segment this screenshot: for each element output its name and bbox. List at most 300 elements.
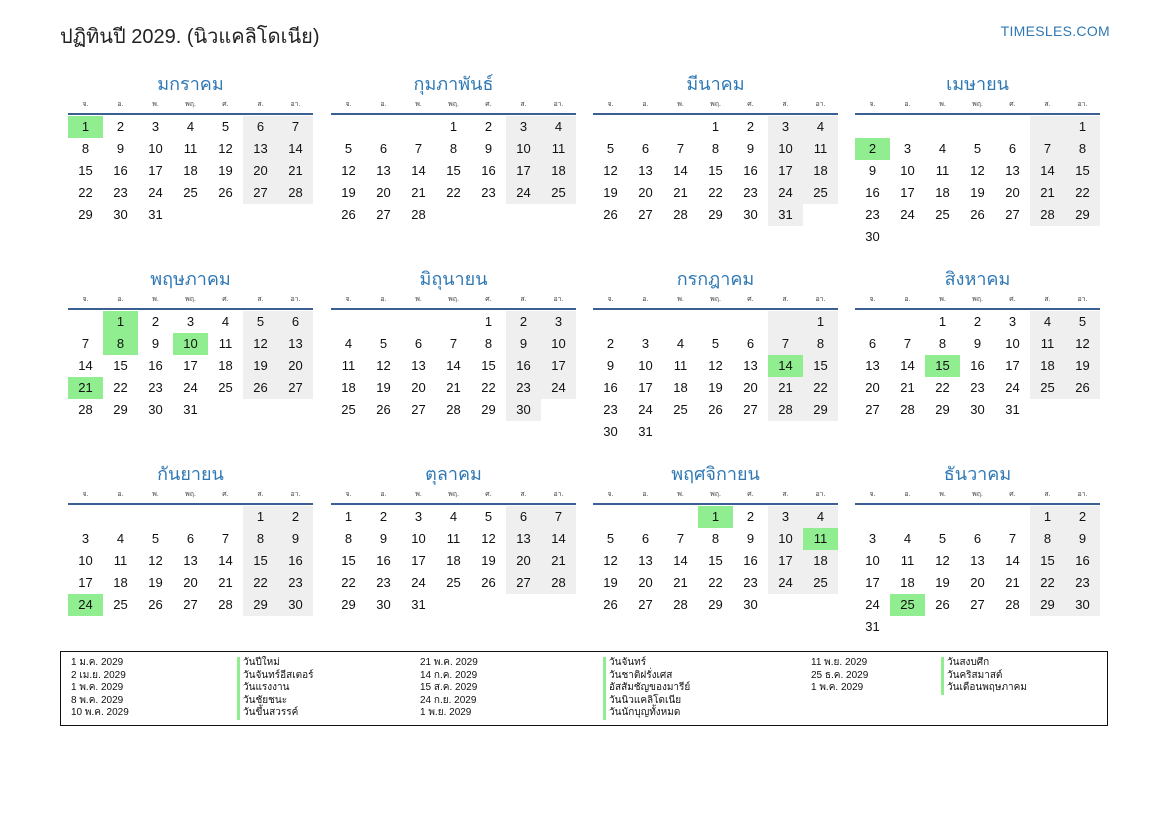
day-cell: 21 — [1005, 575, 1020, 590]
weekday-label: พฤ. — [710, 491, 721, 498]
holiday-names-col-3 — [941, 657, 1027, 695]
day-cell: 10 — [1005, 336, 1020, 351]
day-cell: 16 — [743, 163, 758, 178]
day-cell: 21 — [673, 575, 688, 590]
day-cell: 16 — [1065, 550, 1100, 572]
day-cell-empty — [733, 311, 768, 333]
month-name: พฤศจิกายน — [671, 464, 760, 484]
holiday-date: 8 พ.ค. 2029 — [71, 694, 124, 706]
day-cell: 9 — [746, 141, 755, 156]
day-cell: 7 — [221, 531, 230, 546]
day-cell: 25 — [541, 182, 576, 204]
day-cell: 5 — [151, 531, 160, 546]
day-cell: 31 — [411, 597, 426, 612]
day-cell: 28 — [78, 402, 93, 417]
day-cell: 23 — [148, 380, 163, 395]
day-cell: 14 — [673, 163, 688, 178]
day-cell: 7 — [541, 506, 576, 528]
day-cell: 6 — [506, 506, 541, 528]
day-cell-holiday: 10 — [173, 333, 208, 355]
day-cell: 16 — [506, 355, 541, 377]
weekday-label: พ. — [939, 296, 946, 303]
holiday-date: 11 พ.ย. 2029 — [811, 657, 868, 668]
day-cell: 17 — [541, 355, 576, 377]
day-cell: 19 — [218, 163, 233, 178]
day-cell: 6 — [414, 336, 423, 351]
day-cell: 25 — [1030, 377, 1065, 399]
day-cell: 7 — [676, 141, 685, 156]
day-cell: 7 — [278, 116, 313, 138]
day-cell: 29 — [78, 207, 93, 222]
day-cell: 22 — [1065, 182, 1100, 204]
day-cell: 20 — [638, 185, 653, 200]
day-cell: 26 — [603, 207, 618, 222]
day-cell: 12 — [603, 163, 618, 178]
day-cell: 24 — [1005, 380, 1020, 395]
day-cell: 22 — [243, 572, 278, 594]
day-cell-empty — [890, 506, 925, 528]
day-cell: 9 — [1065, 528, 1100, 550]
day-cell: 10 — [506, 138, 541, 160]
day-cell-holiday: 14 — [768, 355, 803, 377]
weekday-label: อ. — [904, 491, 911, 498]
day-cell: 21 — [541, 550, 576, 572]
day-cell: 20 — [970, 575, 985, 590]
day-cell: 14 — [1005, 553, 1020, 568]
month-name: ตุลาคม — [425, 464, 482, 484]
day-cell: 28 — [218, 597, 233, 612]
day-cell-holiday: 15 — [925, 355, 960, 377]
day-cell: 12 — [341, 163, 356, 178]
day-cell: 11 — [541, 138, 576, 160]
holiday-name: วันนิวแคลิโดเนีย — [603, 695, 690, 708]
day-cell: 4 — [449, 509, 458, 524]
day-cell-empty — [995, 506, 1030, 528]
weekday-label: ส. — [782, 296, 789, 303]
day-cell-empty — [855, 116, 890, 138]
day-cell: 29 — [708, 597, 723, 612]
day-cell: 22 — [481, 380, 496, 395]
day-cell: 6 — [746, 336, 755, 351]
holiday-name: วันสงบศึก — [941, 657, 1027, 670]
day-cell: 7 — [414, 141, 423, 156]
weekday-label: พฤ. — [972, 101, 983, 108]
day-cell: 1 — [803, 311, 838, 333]
day-cell: 27 — [1005, 207, 1020, 222]
day-cell: 9 — [606, 358, 615, 373]
weekday-label: พ. — [939, 101, 946, 108]
day-grid — [855, 311, 1100, 421]
month-block — [855, 462, 1100, 638]
day-cell: 20 — [638, 575, 653, 590]
month-block — [331, 72, 576, 226]
weekday-label: ศ. — [222, 101, 229, 108]
day-cell: 23 — [1065, 572, 1100, 594]
day-cell: 22 — [1030, 572, 1065, 594]
day-cell: 1 — [449, 119, 458, 134]
day-cell: 15 — [341, 553, 356, 568]
day-cell: 3 — [151, 119, 160, 134]
day-cell: 3 — [641, 336, 650, 351]
day-cell: 30 — [970, 402, 985, 417]
day-cell: 22 — [78, 185, 93, 200]
weekday-label: จ. — [869, 491, 876, 498]
day-grid — [68, 506, 313, 616]
day-cell-empty — [103, 506, 138, 528]
holiday-name: วันนักบุญทั้งหมด — [603, 707, 690, 720]
day-cell: 31 — [148, 207, 163, 222]
day-cell: 3 — [868, 531, 877, 546]
weekday-label: ศ. — [485, 101, 492, 108]
day-cell-holiday: 2 — [855, 138, 890, 160]
weekday-label: อา. — [553, 491, 564, 498]
holiday-dates-col-3 — [811, 657, 868, 695]
day-cell: 18 — [900, 575, 915, 590]
day-cell: 29 — [1065, 204, 1100, 226]
day-cell: 28 — [1005, 597, 1020, 612]
month-block — [593, 267, 838, 443]
day-cell: 17 — [638, 380, 653, 395]
day-cell: 3 — [81, 531, 90, 546]
weekday-header — [331, 293, 576, 306]
day-cell: 14 — [278, 138, 313, 160]
day-cell-empty — [401, 116, 436, 138]
day-cell-empty — [173, 506, 208, 528]
day-cell: 2 — [746, 509, 755, 524]
day-cell: 26 — [341, 207, 356, 222]
day-cell: 3 — [186, 314, 195, 329]
day-cell: 27 — [183, 597, 198, 612]
day-cell: 16 — [376, 553, 391, 568]
weekday-label: จ. — [82, 491, 89, 498]
day-cell-empty — [890, 116, 925, 138]
day-cell: 17 — [78, 575, 93, 590]
day-cell: 7 — [449, 336, 458, 351]
weekday-label: ศ. — [1009, 101, 1016, 108]
day-cell: 29 — [935, 402, 950, 417]
holiday-date: 2 เม.ย. 2029 — [71, 669, 126, 681]
day-cell: 23 — [278, 572, 313, 594]
weekday-header — [68, 488, 313, 501]
day-cell: 2 — [606, 336, 615, 351]
day-cell: 27 — [865, 402, 880, 417]
day-cell: 4 — [541, 116, 576, 138]
day-cell: 6 — [278, 311, 313, 333]
day-cell-empty — [663, 116, 698, 138]
weekday-label: อ. — [117, 101, 124, 108]
brand-link[interactable]: TIMESLES.COM — [1000, 23, 1110, 39]
day-grid — [593, 506, 838, 616]
month-name: กุมภาพันธ์ — [413, 74, 494, 94]
day-cell-empty — [628, 116, 663, 138]
day-cell: 23 — [743, 575, 758, 590]
day-cell-holiday: 24 — [68, 594, 103, 616]
holiday-name: วันขึ้นสวรรค์ — [237, 707, 314, 720]
weekday-label: พฤ. — [972, 491, 983, 498]
weekday-label: ส. — [782, 101, 789, 108]
weekday-label: พฤ. — [185, 491, 196, 498]
day-cell-empty — [960, 506, 995, 528]
day-cell: 23 — [865, 207, 880, 222]
day-cell: 29 — [341, 597, 356, 612]
holiday-list — [60, 651, 1108, 726]
day-cell: 28 — [673, 597, 688, 612]
day-cell: 5 — [1065, 311, 1100, 333]
day-cell: 13 — [970, 553, 985, 568]
month-name: กรกฎาคม — [676, 269, 755, 289]
day-cell: 1 — [1065, 116, 1100, 138]
day-cell: 15 — [1030, 550, 1065, 572]
day-cell: 18 — [1030, 355, 1065, 377]
day-cell: 14 — [218, 553, 233, 568]
month-divider — [593, 503, 838, 505]
day-cell: 4 — [803, 506, 838, 528]
holiday-date: 1 พ.ค. 2029 — [811, 682, 864, 694]
day-cell: 11 — [113, 553, 128, 568]
day-cell: 15 — [708, 553, 723, 568]
day-cell: 23 — [113, 185, 128, 200]
day-cell: 7 — [1030, 138, 1065, 160]
weekday-label: จ. — [607, 101, 614, 108]
day-grid — [68, 116, 313, 226]
day-cell: 9 — [151, 336, 160, 351]
day-cell: 8 — [1065, 138, 1100, 160]
day-cell: 2 — [379, 509, 388, 524]
day-cell: 25 — [218, 380, 233, 395]
day-cell: 8 — [711, 141, 720, 156]
weekday-label: อา. — [290, 296, 301, 303]
day-cell: 20 — [411, 380, 426, 395]
day-cell: 1 — [243, 506, 278, 528]
month-block — [68, 462, 313, 616]
holiday-name: วันจันทร์อีสเตอร์ — [237, 670, 314, 683]
weekday-label: พฤ. — [448, 491, 459, 498]
month-name: สิงหาคม — [944, 269, 1011, 289]
day-cell: 13 — [1005, 163, 1020, 178]
day-cell: 10 — [638, 358, 653, 373]
day-cell: 17 — [148, 163, 163, 178]
day-cell: 8 — [1030, 528, 1065, 550]
weekday-label: อา. — [553, 101, 564, 108]
day-cell: 24 — [900, 207, 915, 222]
day-cell: 25 — [113, 597, 128, 612]
month-name: มิถุนายน — [419, 269, 488, 289]
weekday-label: ศ. — [747, 101, 754, 108]
holiday-date: 1 พ.ย. 2029 — [420, 707, 472, 719]
weekday-label: อ. — [117, 491, 124, 498]
day-cell: 30 — [1065, 594, 1100, 616]
day-cell: 20 — [183, 575, 198, 590]
day-cell: 9 — [484, 141, 493, 156]
day-cell: 11 — [900, 553, 915, 568]
day-cell-empty — [366, 116, 401, 138]
weekday-label: อา. — [290, 491, 301, 498]
day-cell: 21 — [218, 575, 233, 590]
weekday-label: ศ. — [747, 491, 754, 498]
day-cell: 19 — [603, 185, 618, 200]
weekday-label: พ. — [152, 296, 159, 303]
weekday-label: ส. — [257, 296, 264, 303]
day-cell: 13 — [743, 358, 758, 373]
day-cell: 18 — [113, 575, 128, 590]
holiday-name: วันแรงงาน — [237, 682, 314, 695]
day-cell: 9 — [116, 141, 125, 156]
holiday-name: วันปีใหม่ — [237, 657, 314, 670]
day-cell: 12 — [218, 141, 233, 156]
day-cell: 8 — [938, 336, 947, 351]
holiday-date: 21 พ.ค. 2029 — [420, 657, 478, 668]
month-block — [855, 267, 1100, 421]
holiday-name: วันชัยชนะ — [237, 695, 314, 708]
month-divider — [68, 308, 313, 310]
day-cell: 14 — [900, 358, 915, 373]
day-cell: 18 — [218, 358, 233, 373]
weekday-label: พ. — [415, 491, 422, 498]
weekday-header — [68, 98, 313, 111]
day-cell: 7 — [676, 531, 685, 546]
day-cell: 20 — [506, 550, 541, 572]
day-cell: 31 — [183, 402, 198, 417]
day-cell: 20 — [376, 185, 391, 200]
day-cell: 16 — [113, 163, 128, 178]
day-cell: 27 — [970, 597, 985, 612]
weekday-header — [68, 293, 313, 306]
weekday-label: ส. — [1044, 296, 1051, 303]
day-cell: 9 — [506, 333, 541, 355]
day-cell: 21 — [900, 380, 915, 395]
day-cell: 5 — [938, 531, 947, 546]
day-cell-empty — [1030, 116, 1065, 138]
month-divider — [593, 113, 838, 115]
day-cell: 30 — [278, 594, 313, 616]
day-cell: 22 — [113, 380, 128, 395]
day-cell: 14 — [1030, 160, 1065, 182]
day-cell: 29 — [481, 402, 496, 417]
month-block — [855, 72, 1100, 248]
day-cell: 6 — [868, 336, 877, 351]
day-cell: 20 — [743, 380, 758, 395]
day-cell: 15 — [446, 163, 461, 178]
weekday-label: อ. — [380, 296, 387, 303]
day-cell: 3 — [541, 311, 576, 333]
day-cell: 11 — [1030, 333, 1065, 355]
day-cell: 10 — [541, 333, 576, 355]
month-divider — [68, 503, 313, 505]
weekday-label: ศ. — [1009, 296, 1016, 303]
day-cell-empty — [995, 116, 1030, 138]
day-cell-empty — [208, 506, 243, 528]
day-grid — [331, 311, 576, 421]
day-cell-holiday: 1 — [103, 311, 138, 333]
weekday-label: อา. — [1077, 491, 1088, 498]
weekday-label: อ. — [380, 101, 387, 108]
day-cell: 6 — [243, 116, 278, 138]
day-cell: 27 — [506, 572, 541, 594]
day-cell: 12 — [376, 358, 391, 373]
day-cell: 15 — [113, 358, 128, 373]
day-cell: 30 — [113, 207, 128, 222]
day-cell-empty — [855, 311, 890, 333]
day-cell: 19 — [243, 355, 278, 377]
holiday-names-col-1 — [237, 657, 314, 720]
day-cell: 28 — [446, 402, 461, 417]
day-cell: 15 — [803, 355, 838, 377]
day-cell-empty — [331, 116, 366, 138]
day-cell: 29 — [113, 402, 128, 417]
day-cell: 17 — [768, 550, 803, 572]
day-grid — [593, 116, 838, 226]
weekday-label: จ. — [607, 296, 614, 303]
weekday-label: พ. — [677, 491, 684, 498]
day-cell: 11 — [446, 531, 461, 546]
day-cell-empty — [925, 506, 960, 528]
weekday-header — [855, 293, 1100, 306]
day-cell: 3 — [1008, 314, 1017, 329]
day-cell: 19 — [376, 380, 391, 395]
day-cell: 2 — [973, 314, 982, 329]
day-cell: 24 — [865, 597, 880, 612]
day-cell: 24 — [768, 182, 803, 204]
weekday-header — [855, 98, 1100, 111]
day-cell: 6 — [973, 531, 982, 546]
day-cell: 6 — [379, 141, 388, 156]
day-cell: 20 — [1005, 185, 1020, 200]
day-cell: 24 — [506, 182, 541, 204]
weekday-label: ส. — [782, 491, 789, 498]
day-cell: 29 — [803, 399, 838, 421]
month-block — [593, 72, 838, 226]
day-cell-empty — [890, 311, 925, 333]
day-cell: 25 — [341, 402, 356, 417]
day-cell-empty — [628, 506, 663, 528]
day-cell: 27 — [278, 377, 313, 399]
day-cell: 6 — [641, 531, 650, 546]
day-cell: 11 — [935, 163, 950, 178]
day-cell: 26 — [970, 207, 985, 222]
day-cell: 12 — [1065, 333, 1100, 355]
day-cell: 7 — [768, 333, 803, 355]
weekday-label: พฤ. — [448, 296, 459, 303]
month-divider — [331, 113, 576, 115]
day-cell: 28 — [673, 207, 688, 222]
day-cell: 10 — [768, 528, 803, 550]
holiday-dates-col-1 — [71, 657, 129, 720]
weekday-label: จ. — [869, 296, 876, 303]
day-grid — [593, 311, 838, 443]
day-cell: 2 — [1065, 506, 1100, 528]
day-cell: 25 — [183, 185, 198, 200]
day-cell: 10 — [865, 553, 880, 568]
day-cell: 11 — [183, 141, 198, 156]
day-cell: 28 — [411, 207, 426, 222]
weekday-label: ศ. — [1009, 491, 1016, 498]
day-cell: 10 — [411, 531, 426, 546]
day-cell: 23 — [376, 575, 391, 590]
day-cell: 4 — [1030, 311, 1065, 333]
weekday-label: พ. — [152, 101, 159, 108]
month-divider — [331, 503, 576, 505]
day-cell: 15 — [243, 550, 278, 572]
holiday-date: 14 ก.ค. 2029 — [420, 669, 478, 681]
day-cell: 24 — [411, 575, 426, 590]
month-name: พฤษภาคม — [150, 269, 231, 289]
weekday-label: อ. — [904, 296, 911, 303]
day-cell: 5 — [344, 141, 353, 156]
day-cell: 8 — [449, 141, 458, 156]
day-cell: 15 — [1065, 160, 1100, 182]
weekday-label: อ. — [642, 296, 649, 303]
day-cell: 11 — [341, 358, 356, 373]
